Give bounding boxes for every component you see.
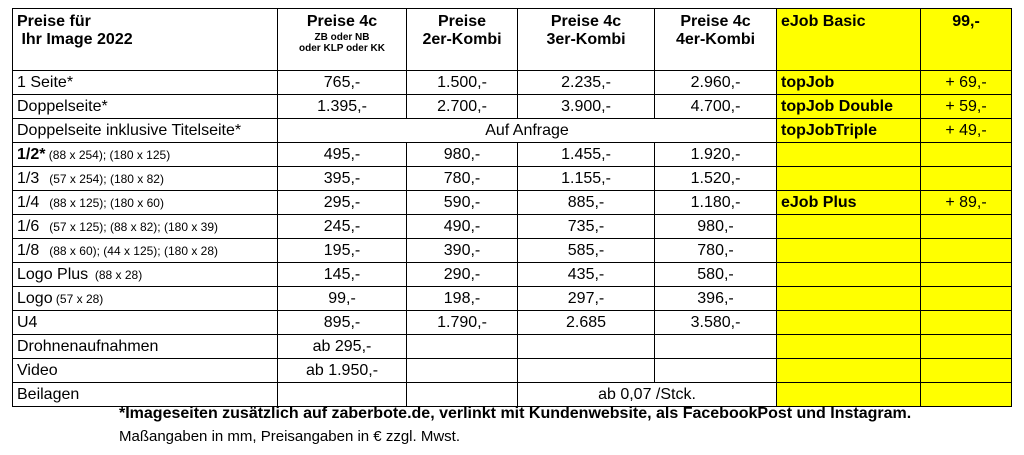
header-row <box>13 9 1012 71</box>
row-dimensions: (88 x 125); (180 x 60) <box>39 195 164 210</box>
price-cell <box>407 359 518 383</box>
row-label: Drohnenaufnahmen <box>13 335 278 359</box>
side-label <box>777 143 921 167</box>
side-label <box>777 263 921 287</box>
header-col-3er: Preise 4c 3er-Kombi <box>518 9 655 71</box>
price-cell: 1.790,- <box>407 311 518 335</box>
side-value <box>921 383 1012 407</box>
price-cell: 490,- <box>407 215 518 239</box>
side-value: + 59,- <box>921 95 1012 119</box>
footnote-online: *Imageseiten zusätzlich auf zaberbote.de, verlinkt mit Kundenwebsite, als FacebookPost und Instagram. <box>119 405 912 422</box>
price-cell: 590,- <box>407 191 518 215</box>
price-cell: 1.180,- <box>655 191 777 215</box>
price-cell <box>518 359 655 383</box>
row-label: 1 Seite* <box>13 71 278 95</box>
side-label: eJob Basic <box>777 9 921 71</box>
side-label <box>777 239 921 263</box>
price-cell <box>655 335 777 359</box>
header-col-4er: Preise 4c 4er-Kombi <box>655 9 777 71</box>
price-cell: 1.455,- <box>518 143 655 167</box>
row-dimensions: (88 x 254); (180 x 125) <box>45 147 171 162</box>
price-cell: 895,- <box>278 311 407 335</box>
row-dimensions: (88 x 28) <box>88 267 143 282</box>
side-label <box>777 215 921 239</box>
header-col-2er: Preise 2er-Kombi <box>407 9 518 71</box>
table-row <box>13 143 1012 167</box>
header-col-single: Preise 4c ZB oder NB oder KLP oder KK <box>278 9 407 71</box>
price-cell <box>407 383 518 407</box>
table-row <box>13 191 1012 215</box>
price-table <box>12 8 1012 407</box>
price-cell: 1.500,- <box>407 71 518 95</box>
price-cell: 980,- <box>655 215 777 239</box>
table-row <box>13 215 1012 239</box>
price-cell <box>278 383 407 407</box>
side-value <box>921 215 1012 239</box>
price-cell: 2.685 <box>518 311 655 335</box>
row-label: 1/6 (57 x 125); (88 x 82); (180 x 39) <box>13 215 278 239</box>
row-label: 1/8 (88 x 60); (44 x 125); (180 x 28) <box>13 239 278 263</box>
table-row <box>13 119 1012 143</box>
row-label: Logo Plus (88 x 28) <box>13 263 278 287</box>
side-label <box>777 311 921 335</box>
side-label: topJob <box>777 71 921 95</box>
row-label: Beilagen <box>13 383 278 407</box>
price-cell: 885,- <box>518 191 655 215</box>
price-cell: 3.580,- <box>655 311 777 335</box>
row-label: Logo (57 x 28) <box>13 287 278 311</box>
row-label: U4 <box>13 311 278 335</box>
price-cell: 580,- <box>655 263 777 287</box>
side-value <box>921 143 1012 167</box>
price-cell: 495,- <box>278 143 407 167</box>
price-cell: 780,- <box>407 167 518 191</box>
row-dimensions: (57 x 28) <box>52 291 104 306</box>
side-value: + 89,- <box>921 191 1012 215</box>
table-row <box>13 287 1012 311</box>
price-cell: 245,- <box>278 215 407 239</box>
side-value: + 49,- <box>921 119 1012 143</box>
price-cell: 99,- <box>278 287 407 311</box>
price-cell: 780,- <box>655 239 777 263</box>
side-value <box>921 239 1012 263</box>
table-row <box>13 335 1012 359</box>
price-cell <box>518 335 655 359</box>
side-label: eJob Plus <box>777 191 921 215</box>
row-dimensions: (88 x 60); (44 x 125); (180 x 28) <box>39 243 219 258</box>
table-row <box>13 359 1012 383</box>
side-value <box>921 359 1012 383</box>
price-cell: 1.395,- <box>278 95 407 119</box>
row-label: Video <box>13 359 278 383</box>
price-cell <box>655 359 777 383</box>
side-value <box>921 263 1012 287</box>
price-cell: 396,- <box>655 287 777 311</box>
table-row <box>13 71 1012 95</box>
table-row <box>13 239 1012 263</box>
price-cell: 297,- <box>518 287 655 311</box>
table-row <box>13 383 1012 407</box>
row-label: 1/3 (57 x 254); (180 x 82) <box>13 167 278 191</box>
side-label: topJob Double <box>777 95 921 119</box>
side-value: 99,- <box>921 9 1012 71</box>
price-cell: 2.960,- <box>655 71 777 95</box>
side-label <box>777 383 921 407</box>
price-cell: 195,- <box>278 239 407 263</box>
side-label <box>777 335 921 359</box>
price-cell: 1.155,- <box>518 167 655 191</box>
side-label <box>777 287 921 311</box>
table-row <box>13 263 1012 287</box>
row-label: 1/2* (88 x 254); (180 x 125) <box>13 143 278 167</box>
price-cell: 735,- <box>518 215 655 239</box>
row-dimensions: (57 x 254); (180 x 82) <box>39 171 164 186</box>
price-cell: 435,- <box>518 263 655 287</box>
price-cell: 295,- <box>278 191 407 215</box>
price-cell: 395,- <box>278 167 407 191</box>
side-label <box>777 359 921 383</box>
table-row <box>13 167 1012 191</box>
price-cell: ab 1.950,- <box>278 359 407 383</box>
row-label: 1/4 (88 x 125); (180 x 60) <box>13 191 278 215</box>
price-cell: 390,- <box>407 239 518 263</box>
price-cell: 290,- <box>407 263 518 287</box>
price-cell: 585,- <box>518 239 655 263</box>
table-title: Preise für Ihr Image 2022 <box>13 9 278 71</box>
price-cell <box>407 335 518 359</box>
side-value <box>921 167 1012 191</box>
row-label: Doppelseite* <box>13 95 278 119</box>
price-cell: 980,- <box>407 143 518 167</box>
table-row <box>13 95 1012 119</box>
price-cell: 1.520,- <box>655 167 777 191</box>
footnote-units: Maßangaben in mm, Preisangaben in € zzgl. Mwst. <box>119 428 460 445</box>
side-value: + 69,- <box>921 71 1012 95</box>
side-value <box>921 287 1012 311</box>
merged-price-cell: ab 0,07 /Stck. <box>518 383 777 407</box>
price-cell: 2.700,- <box>407 95 518 119</box>
side-value <box>921 335 1012 359</box>
row-dimensions: (57 x 125); (88 x 82); (180 x 39) <box>39 219 219 234</box>
price-cell: 145,- <box>278 263 407 287</box>
side-value <box>921 311 1012 335</box>
price-cell: ab 295,- <box>278 335 407 359</box>
price-cell: 198,- <box>407 287 518 311</box>
side-label: topJobTriple <box>777 119 921 143</box>
row-label: Doppelseite inklusive Titelseite* <box>13 119 278 143</box>
price-cell: 3.900,- <box>518 95 655 119</box>
price-cell: 1.920,- <box>655 143 777 167</box>
price-cell: 2.235,- <box>518 71 655 95</box>
table-row <box>13 311 1012 335</box>
side-label <box>777 167 921 191</box>
price-cell: 4.700,- <box>655 95 777 119</box>
price-cell: 765,- <box>278 71 407 95</box>
merged-price-cell: Auf Anfrage <box>278 119 777 143</box>
